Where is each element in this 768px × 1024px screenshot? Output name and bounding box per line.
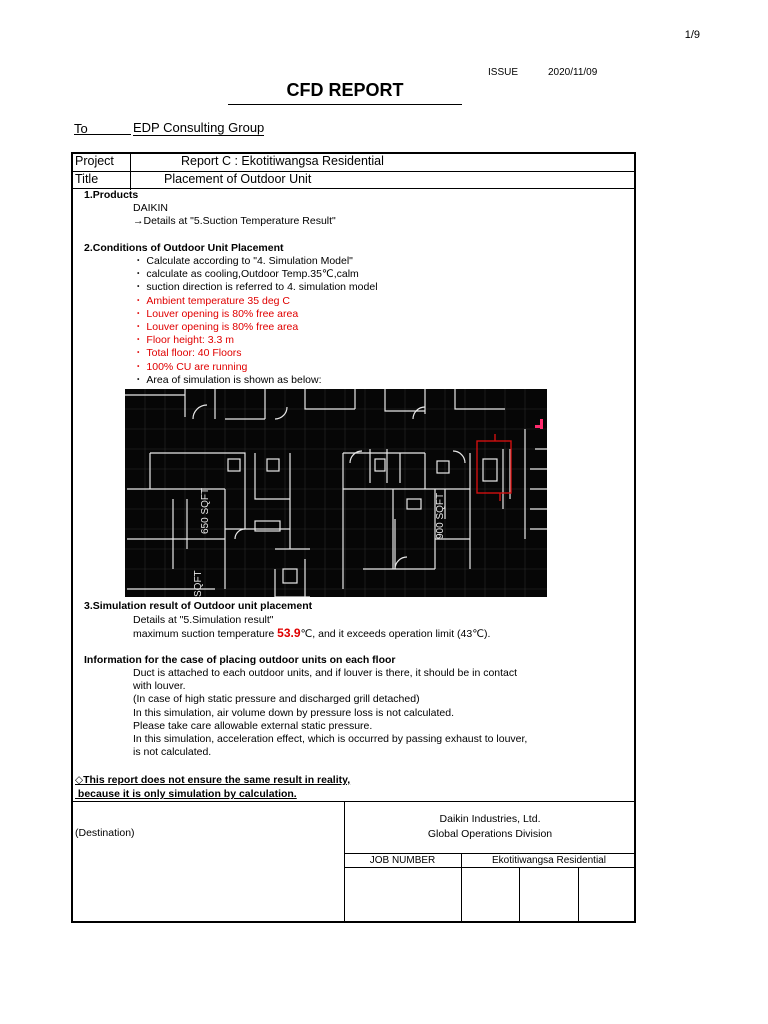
condition-item: ・ Area of simulation is shown as below: (133, 373, 322, 386)
info-lines (133, 667, 527, 759)
row-divider (71, 188, 636, 189)
result-temp-value: 53.9 (277, 626, 301, 640)
info-line: (In case of high static pressure and discharged grill detached) (133, 693, 420, 706)
products-brand: DAIKIN (133, 202, 169, 214)
condition-item: ・ Calculate according to "4. Simulation Model" (133, 255, 353, 267)
result-details: Details at "5.Simulation result" (133, 614, 274, 626)
company-division: Global Operations Division (427, 828, 553, 840)
report-title: CFD REPORT (228, 80, 462, 105)
issue-date: 2020/11/09 (548, 67, 598, 78)
plan-label-bottom: SQFT (193, 570, 204, 597)
conditions-list (133, 255, 378, 387)
products-details: →Details at "5.Suction Temperature Result" (133, 215, 336, 227)
company-name: Daikin Industries, Ltd. (439, 813, 541, 825)
floor-plan-drawing (125, 389, 547, 597)
row-divider (71, 171, 636, 172)
result-temperature-line (133, 627, 490, 641)
info-line: is not calculated. (133, 746, 212, 759)
result-prefix: maximum suction temperature (133, 628, 278, 640)
disclaimer-line-1: ◇This report does not ensure the same result in reality, (75, 774, 351, 786)
project-value: Report C : Ekotitiwangsa Residential (181, 154, 384, 168)
row-divider (71, 801, 636, 802)
condition-item: ・ Total floor: 40 Floors (133, 347, 242, 360)
condition-item: ・ Ambient temperature 35 deg C (133, 294, 290, 307)
row-divider (344, 867, 636, 868)
result-heading: 3.Simulation result of Outdoor unit placement (84, 600, 313, 612)
plan-label-left: 650 SQFT (200, 487, 211, 534)
issue-label: ISSUE (488, 67, 519, 78)
company-block (344, 812, 636, 842)
to-underline (74, 134, 131, 135)
to-label: To (74, 121, 88, 136)
info-line: In this simulation, acceleration effect, which is occurred by passing exhaust to louver, (133, 733, 528, 746)
column-divider (578, 867, 579, 922)
condition-item: ・ Louver opening is 80% free area (133, 321, 299, 334)
condition-item: ・ Louver opening is 80% free area (133, 307, 299, 320)
column-divider (130, 154, 131, 190)
condition-item: ・ 100% CU are running (133, 360, 248, 373)
job-number-label: JOB NUMBER (369, 855, 436, 866)
plan-label-right: 900 SQFT (435, 492, 446, 539)
products-heading: 1.Products (84, 189, 139, 201)
destination-label: (Destination) (75, 827, 135, 839)
disclaimer-line-2: because it is only simulation by calculation. (75, 788, 297, 800)
info-line: Duct is attached to each outdoor units, and if louver is there, it should be in contact (133, 667, 518, 679)
condition-item: ・ Floor height: 3.3 m (133, 334, 234, 347)
job-number-value: Ekotitiwangsa Residential (492, 855, 606, 866)
info-line: In this simulation, air volume down by pressure loss is not calculated. (133, 706, 454, 719)
result-suffix: ℃, and it exceeds operation limit (43℃). (300, 628, 491, 640)
page-number: 1/9 (684, 29, 700, 41)
to-recipient: EDP Consulting Group (133, 120, 265, 135)
info-line: Please take care allowable external static pressure. (133, 719, 373, 732)
info-line: with louver. (133, 680, 186, 693)
title-label: Title (75, 172, 99, 186)
row-divider (344, 853, 636, 854)
project-label: Project (75, 154, 114, 168)
column-divider (519, 867, 520, 922)
floor-plan-image (125, 389, 547, 597)
title-value: Placement of Outdoor Unit (164, 172, 312, 186)
condition-item: ・ suction direction is referred to 4. simulation model (133, 281, 378, 294)
info-heading: Information for the case of placing outdoor units on each floor (84, 654, 396, 666)
conditions-heading: 2.Conditions of Outdoor Unit Placement (84, 242, 284, 254)
condition-item: ・ calculate as cooling,Outdoor Temp.35℃,calm (133, 268, 359, 281)
